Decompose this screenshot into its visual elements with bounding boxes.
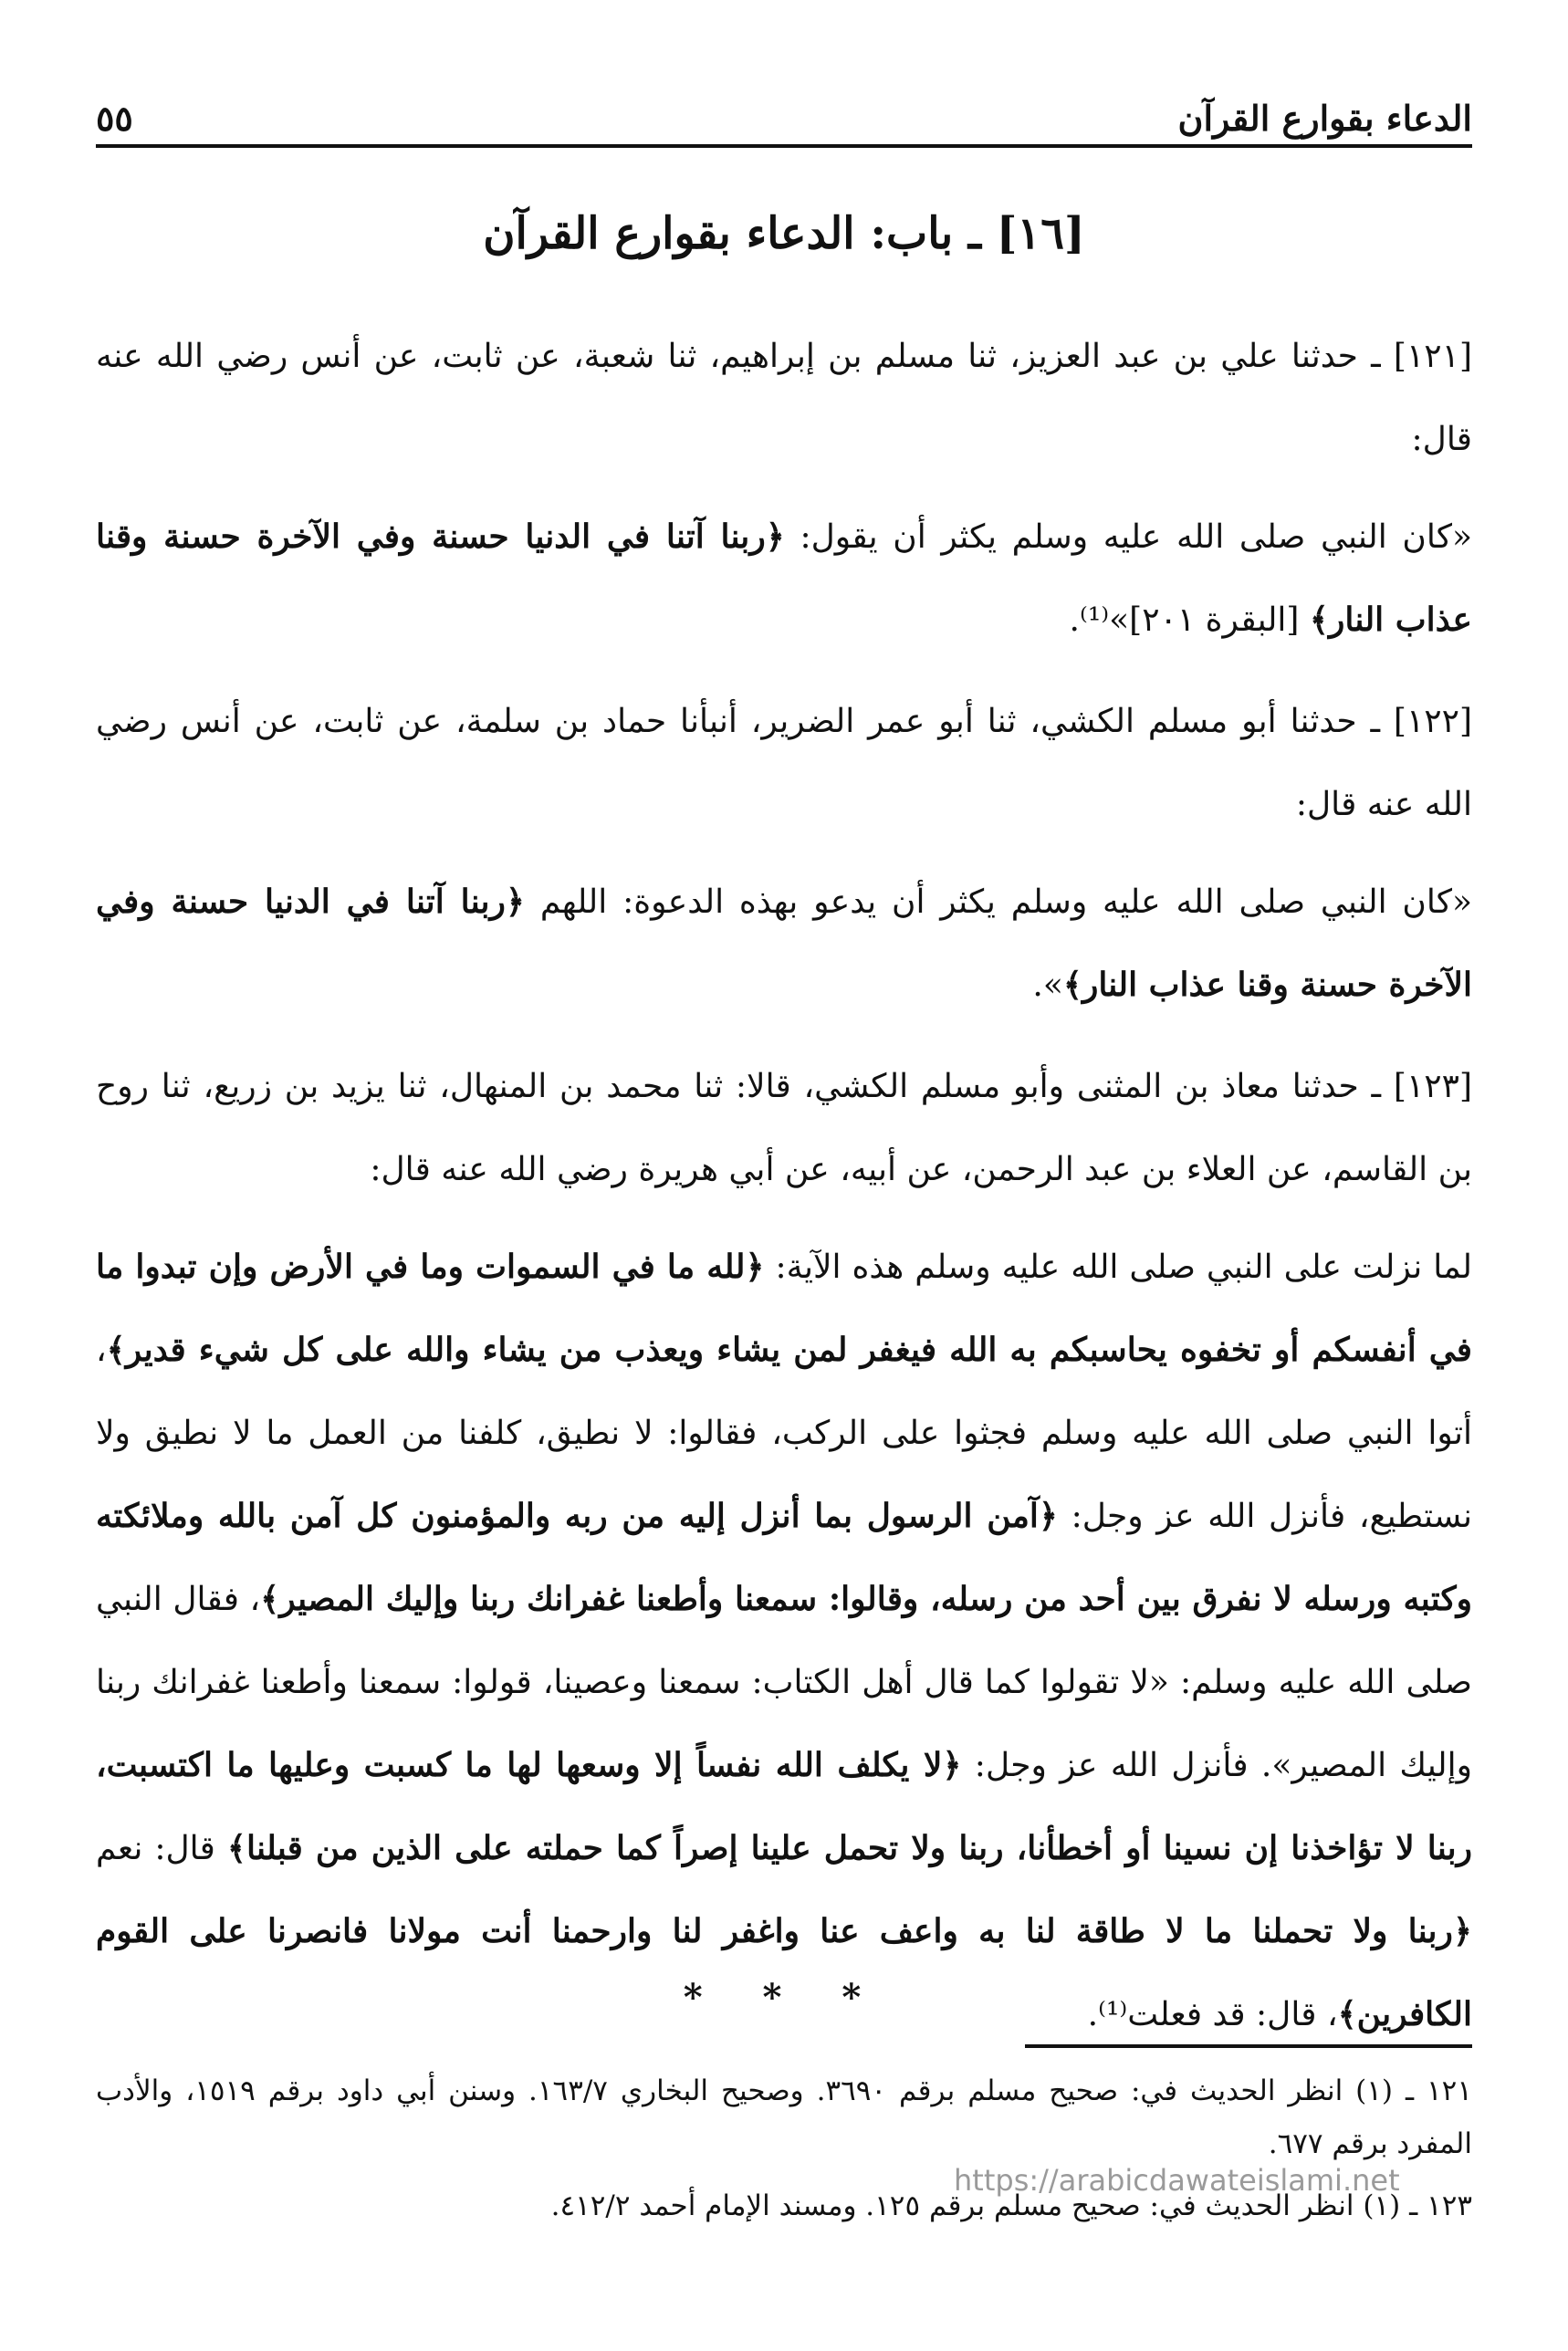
main-text [96,315,1472,2074]
hadith-123-text [96,1226,1472,2056]
chapter-title: [١٦] ـ باب: الدعاء بقوارع القرآن [483,208,1085,259]
quran-verse: ﴿لا يكلف الله نفساً إلا وسعها لها ما كسبت وعليها ما اكتسبت، ربنا لا تؤاخذنا إن نسينا أو أخطأنا، ربنا ولا تحمل علينا إصراً كما حملته على الذين من قبلنا﴾ [96,1746,1472,1867]
hadith-121-end: [البقرة ٢٠١]»⁽¹⁾. [1069,601,1310,639]
footnotes [96,2064,1472,2241]
hadith-121-text [96,496,1472,662]
hadith-121-intro: «كان النبي صلى الله عليه وسلم يكثر أن يقول: [784,518,1472,556]
footnote-121: ١٢١ ـ (١) انظر الحديث في: صحيح مسلم برقم ٣٦٩٠. وصحيح البخاري ١٦٣/٧. وسنن أبي داود برقم ١٥١٩، والأدب المفرد برقم ٦٧٧. [96,2074,1472,2160]
page-number: ٥٥ [96,98,133,139]
quran-verse: ﴿لله ما في السموات وما في الأرض وإن تبدوا ما في أنفسكم أو تخفوه يحاسبكم به الله فيغفر لمن يشاء ويعذب من يشاء والله على كل شيء قدير﴾ [96,1248,1472,1369]
watermark-url: https://arabicdawateislami.net [954,2163,1400,2198]
hadith-123-part-c: ، فقال النبي صلى الله عليه وسلم: «لا تقولوا كما قال أهل الكتاب: سمعنا وعصينا، قولوا: سمعنا وأطعنا غفرانك ربنا وإليك المصير». فأنزل الله عز وجل: [96,1581,1472,1784]
hadith-122-text [96,861,1472,1027]
hadith-121-isnad: [١٢١] ـ حدثنا علي بن عبد العزيز، ثنا مسلم بن إبراهيم، ثنا شعبة، عن ثابت، عن أنس رضي الله عنه قال: [96,338,1472,458]
footnote-123: ١٢٣ ـ (١) انظر الحديث في: صحيح مسلم برقم ١٢٥. ومسند الإمام أحمد ٤١٢/٢. [550,2189,1472,2222]
hadith-122-intro: «كان النبي صلى الله عليه وسلم يكثر أن يدعو بهذه الدعوة: اللهم [524,883,1472,921]
hadith-123-isnad: [١٢٣] ـ حدثنا معاذ بن المثنى وأبو مسلم الكشي، قالا: ثنا محمد بن المنهال، ثنا يزيد بن زريع، ثنا روح بن القاسم، عن العلاء بن عبد الرحمن، عن أبيه، عن أبي هريرة رضي الله عنه قال: [96,1068,1472,1188]
running-title: الدعاء بقوارع القرآن [1177,98,1472,139]
hadith-122-end: ». [1032,967,1063,1004]
hadith-123-part-b: ، أتوا النبي صلى الله عليه وسلم فجثوا على الركب، فقالوا: لا نطيق، كلفنا من العمل ما لا نطيق ولا نستطيع، فأنزل الله عز وجل: [96,1332,1473,1535]
footnote-rule [1025,2044,1472,2048]
quran-verse: ﴿ربنا ولا تحملنا ما لا طاقة لنا به واعف عنا واغفر لنا وارحمنا أنت مولانا فانصرنا على القوم الكافرين﴾ [96,1912,1472,2033]
page-header [96,84,1472,139]
hadith-122-isnad: [١٢٢] ـ حدثنا أبو مسلم الكشي، ثنا أبو عمر الضرير، أنبأنا حماد بن سلمة، عن ثابت، عن أنس رضي الله عنه قال: [96,703,1472,823]
hadith-123-part-d: قال: نعم [96,1830,227,1867]
quran-verse: ﴿ربنا آتنا في الدنيا حسنة وفي الآخرة حسنة وقنا عذاب النار﴾ [96,883,1472,1004]
header-rule [96,144,1472,148]
section-separator: * * * [683,1976,885,2019]
hadith-123-part-a: لما نزلت على النبي صلى الله عليه وسلم هذه الآية: [764,1249,1472,1286]
hadith-123-part-e: ، قال: قد فعلت⁽¹⁾. [1087,1996,1338,2033]
quran-verse: ﴿ربنا آتنا في الدنيا حسنة وفي الآخرة حسنة وقنا عذاب النار﴾ [96,517,1472,639]
quran-verse: ﴿آمن الرسول بما أنزل إليه من ربه والمؤمنون كل آمن بالله وملائكته وكتبه ورسله لا نفرق بين أحد من رسله، وقالوا: سمعنا وأطعنا غفرانك ربنا وإليك المصير﴾ [96,1497,1472,1618]
